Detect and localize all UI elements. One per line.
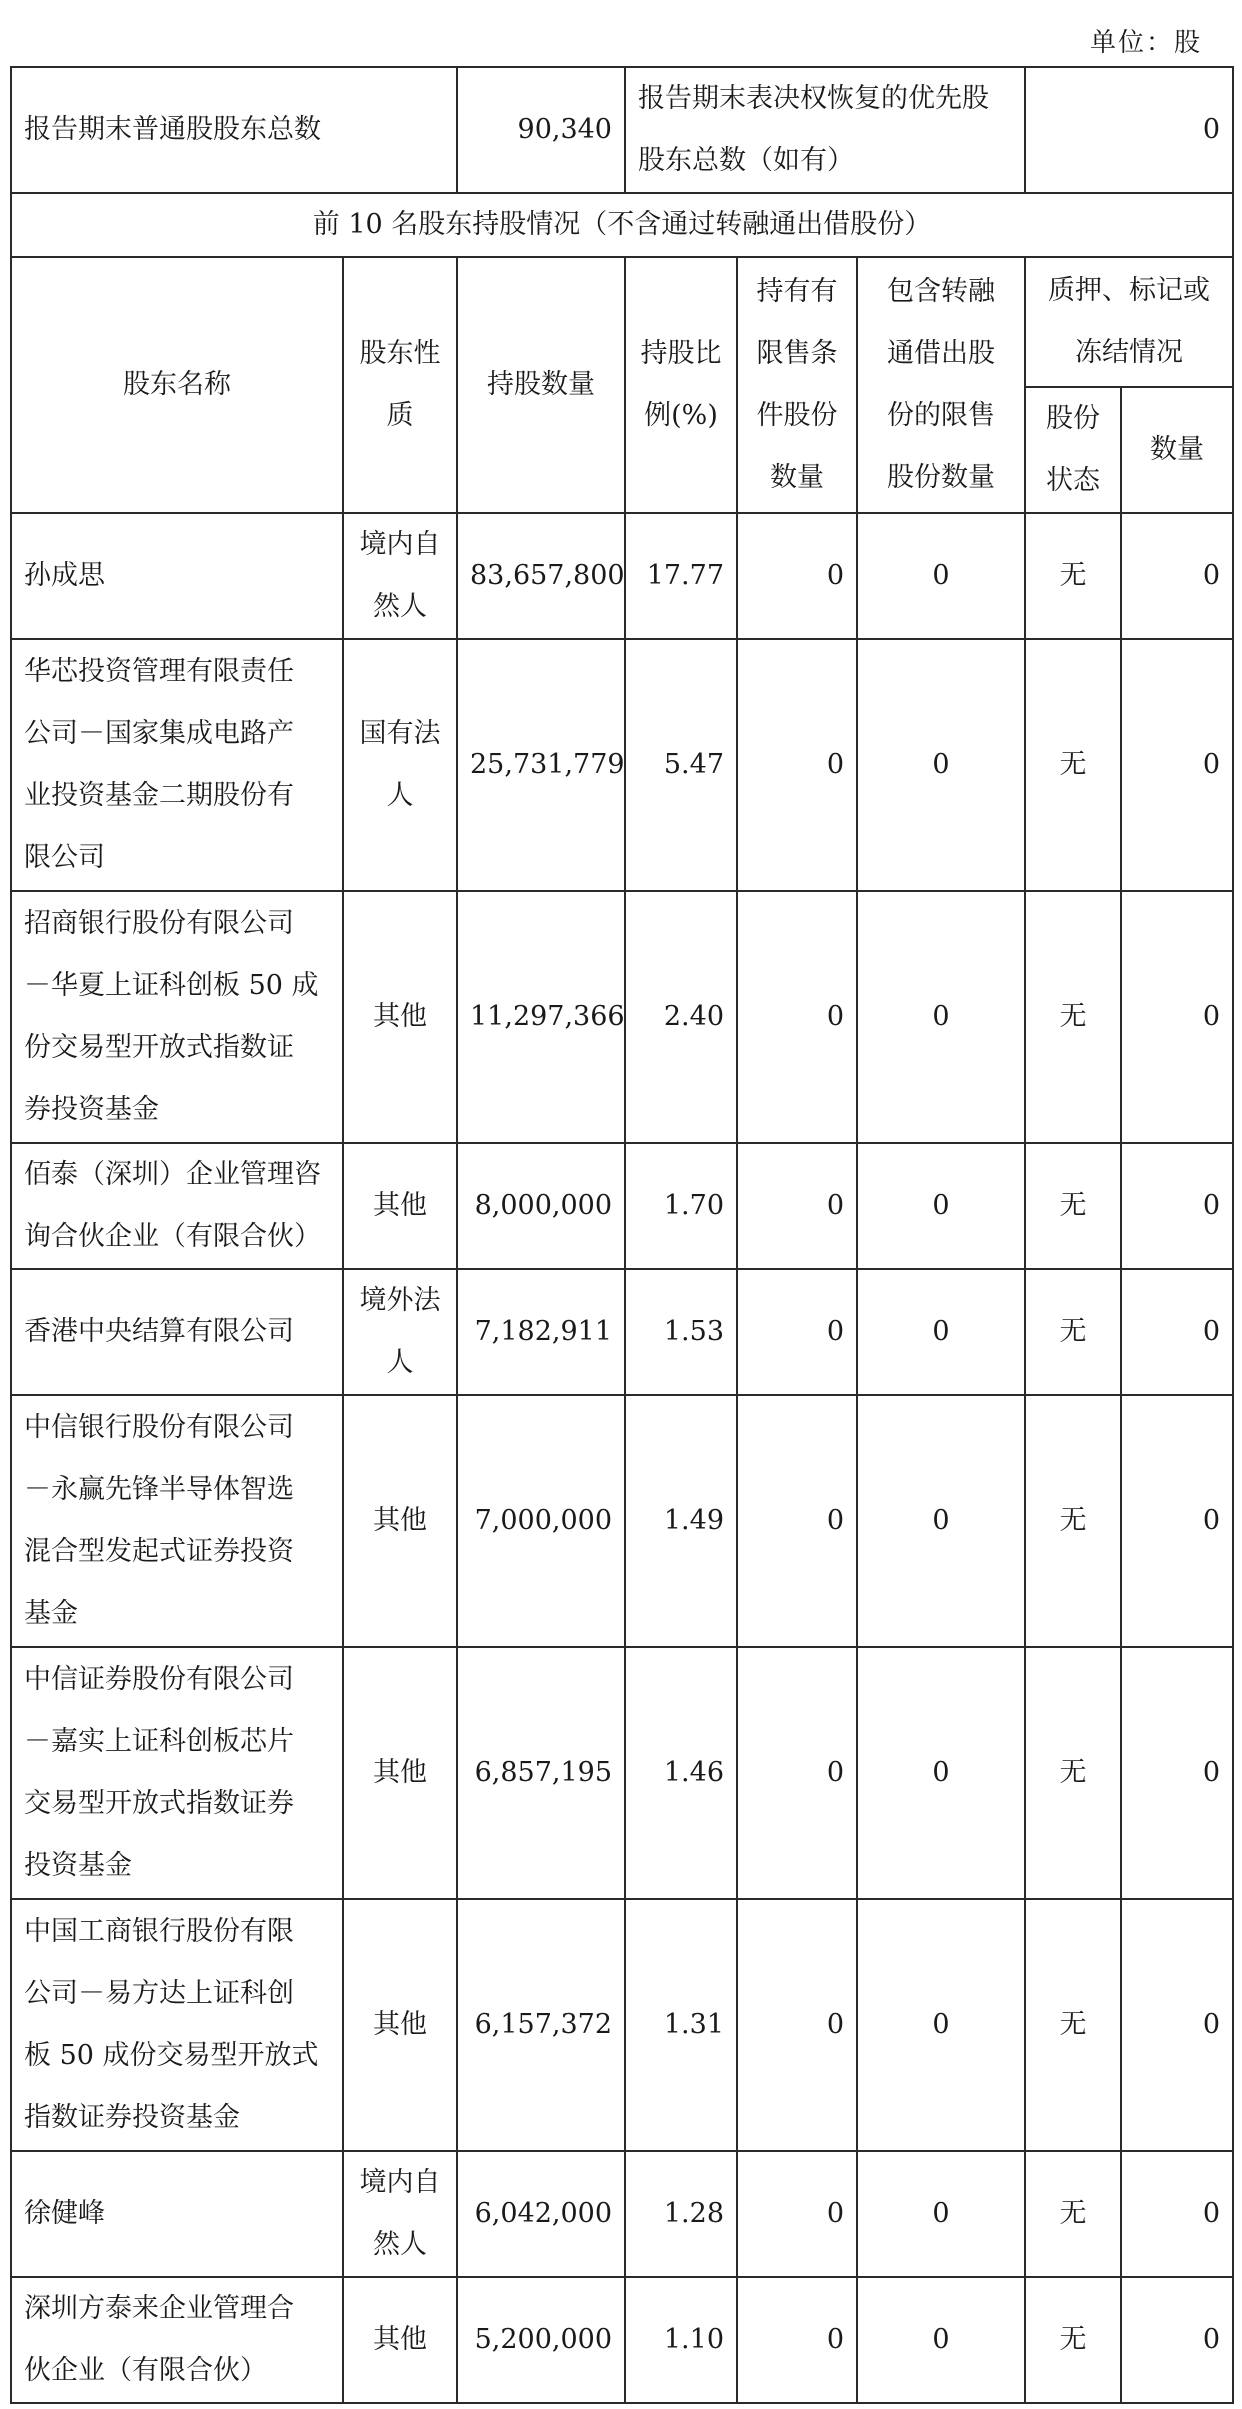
cell-line: 华芯投资管理有限责任 [24,656,294,687]
header-line: 冻结情况 [1075,337,1184,368]
shareholder-nature [343,2277,457,2403]
header-line: 数量 [770,462,824,493]
cell-line: －永赢先锋半导体智选 [24,1474,294,1505]
restricted-shares: 0 [737,1647,857,1899]
lent-restricted-shares: 0 [857,513,1025,639]
header-ratio [625,257,737,513]
cell-line: 询合伙企业（有限合伙） [24,1221,321,1252]
cell-line: 中国工商银行股份有限 [24,1916,294,1947]
holding-ratio: 1.31 [625,1899,737,2151]
table-row [11,639,1233,891]
table-row [11,1143,1233,1269]
cell-line: 公司－易方达上证科创 [24,1978,294,2009]
cell-line: 国有法 [359,718,441,749]
preferred-label-line: 股东总数（如有） [638,145,854,176]
header-line: 质押、标记或 [1048,275,1211,306]
restricted-shares: 0 [737,1899,857,2151]
cell-line: 其他 [373,1001,427,1032]
table-row [11,513,1233,639]
lent-restricted-shares: 0 [857,2151,1025,2277]
header-line: 持有有 [756,276,838,307]
header-line: 质 [386,400,414,431]
cell-line: 公司－国家集成电路产 [24,718,294,749]
cell-line: 交易型开放式指数证券 [24,1788,294,1819]
shareholder-nature [343,513,457,639]
cell-line: 人 [386,780,414,811]
pledge-quantity: 0 [1121,639,1233,891]
pledge-quantity: 0 [1121,1899,1233,2151]
shares-held: 83,657,800 [457,513,625,639]
cell-line: 然人 [373,591,427,622]
table-row [11,1395,1233,1647]
lent-restricted-shares: 0 [857,2277,1025,2403]
pledge-quantity: 0 [1121,1143,1233,1269]
shareholder-name [11,513,343,639]
shares-held: 8,000,000 [457,1143,625,1269]
holding-ratio: 1.49 [625,1395,737,1647]
cell-line: 混合型发起式证券投资 [24,1536,294,1567]
pledge-status: 无 [1025,1395,1121,1647]
restricted-shares: 0 [737,513,857,639]
preferred-holders-label [625,67,1025,193]
cell-line: 中信证券股份有限公司 [24,1664,294,1695]
header-line: 限售条 [756,338,838,369]
header-line: 股份数量 [887,462,996,493]
shareholder-table [10,66,1234,2404]
cell-line: 投资基金 [24,1850,132,1881]
header-row-1 [11,257,1233,387]
shareholder-name [11,1269,343,1395]
shareholder-name [11,1395,343,1647]
cell-line: 指数证券投资基金 [24,2102,240,2133]
table-row [11,1647,1233,1899]
restricted-shares: 0 [737,2151,857,2277]
pledge-quantity: 0 [1121,2151,1233,2277]
header-lent [857,257,1025,513]
cell-line: －嘉实上证科创板芯片 [24,1726,294,1757]
header-line: 股份 [1046,403,1101,434]
shareholder-nature [343,1899,457,2151]
cell-line: 其他 [373,1190,427,1221]
cell-line: 深圳方泰来企业管理合 [24,2293,294,2324]
shares-held: 5,200,000 [457,2277,625,2403]
restricted-shares: 0 [737,1269,857,1395]
header-line: 包含转融 [887,276,996,307]
holding-ratio: 17.77 [625,513,737,639]
header-line: 持股比 [640,338,722,369]
cell-line: 伙企业（有限合伙） [24,2355,267,2386]
pledge-quantity: 0 [1121,1395,1233,1647]
header-line: 股东性 [359,338,441,369]
shareholder-nature [343,2151,457,2277]
pledge-status: 无 [1025,1899,1121,2151]
pledge-status: 无 [1025,1647,1121,1899]
shareholder-name [11,1899,343,2151]
pledge-status: 无 [1025,891,1121,1143]
shareholder-nature [343,1269,457,1395]
header-line: 份的限售 [887,400,996,431]
shareholder-nature [343,1395,457,1647]
header-line: 例(%) [644,400,718,431]
cell-line: 份交易型开放式指数证 [24,1032,294,1063]
cell-line: 徐健峰 [24,2198,105,2229]
holding-ratio: 1.46 [625,1647,737,1899]
header-pledge [1025,257,1233,387]
holding-ratio: 5.47 [625,639,737,891]
restricted-shares: 0 [737,1143,857,1269]
header-line: 通借出股 [887,338,996,369]
section-title-row [11,193,1233,257]
cell-line: 其他 [373,2324,427,2355]
shareholder-name [11,1647,343,1899]
shareholder-name [11,891,343,1143]
shareholder-nature [343,1647,457,1899]
cell-line: 券投资基金 [24,1094,159,1125]
table-row [11,2277,1233,2403]
pledge-quantity: 0 [1121,1269,1233,1395]
cell-line: 佰泰（深圳）企业管理咨 [24,1159,321,1190]
table-row [11,1269,1233,1395]
table-row [11,891,1233,1143]
holding-ratio: 1.53 [625,1269,737,1395]
holding-ratio: 1.70 [625,1143,737,1269]
section-title: 前 10 名股东持股情况（不含通过转融通出借股份） [11,193,1233,257]
header-shares: 持股数量 [457,257,625,513]
cell-line: 孙成思 [24,560,105,591]
shareholder-name [11,2277,343,2403]
cell-line: 然人 [373,2229,427,2260]
shareholder-rows [11,513,1233,2403]
shares-held: 7,000,000 [457,1395,625,1647]
cell-line: 板 50 成份交易型开放式 [24,2040,319,2071]
cell-line: 限公司 [24,842,105,873]
cell-line: 其他 [373,2009,427,2040]
unit-label: 单位：股 [1089,28,1202,58]
pledge-quantity: 0 [1121,2277,1233,2403]
pledge-quantity: 0 [1121,891,1233,1143]
cell-line: 境内自 [359,2167,441,2198]
holding-ratio: 1.10 [625,2277,737,2403]
holding-ratio: 1.28 [625,2151,737,2277]
header-line: 状态 [1046,465,1101,496]
cell-line: 其他 [373,1505,427,1536]
cell-line: 其他 [373,1757,427,1788]
lent-restricted-shares: 0 [857,639,1025,891]
restricted-shares: 0 [737,1395,857,1647]
lent-restricted-shares: 0 [857,891,1025,1143]
shares-held: 6,042,000 [457,2151,625,2277]
restricted-shares: 0 [737,639,857,891]
lent-restricted-shares: 0 [857,1395,1025,1647]
cell-line: －华夏上证科创板 50 成 [24,970,319,1001]
common-holders-label: 报告期末普通股股东总数 [11,67,457,193]
shares-held: 6,857,195 [457,1647,625,1899]
cell-line: 境内自 [359,529,441,560]
preferred-holders-value: 0 [1025,67,1233,193]
table-row [11,2151,1233,2277]
cell-line: 基金 [24,1598,78,1629]
header-line: 件股份 [756,400,838,431]
shares-held: 25,731,779 [457,639,625,891]
pledge-quantity: 0 [1121,513,1233,639]
pledge-status: 无 [1025,639,1121,891]
cell-line: 人 [386,1347,414,1378]
cell-line: 香港中央结算有限公司 [24,1316,294,1347]
pledge-status: 无 [1025,513,1121,639]
restricted-shares: 0 [737,2277,857,2403]
pledge-status: 无 [1025,2277,1121,2403]
shares-held: 11,297,366 [457,891,625,1143]
pledge-status: 无 [1025,1269,1121,1395]
holding-ratio: 2.40 [625,891,737,1143]
preferred-label-line: 报告期末表决权恢复的优先股 [638,83,989,114]
pledge-status: 无 [1025,2151,1121,2277]
common-holders-value: 90,340 [457,67,625,193]
summary-row [11,67,1233,193]
header-nature [343,257,457,513]
cell-line: 境外法 [359,1285,441,1316]
shareholder-name [11,639,343,891]
table-row [11,1899,1233,2151]
lent-restricted-shares: 0 [857,1269,1025,1395]
lent-restricted-shares: 0 [857,1899,1025,2151]
cell-line: 业投资基金二期股份有 [24,780,294,811]
shares-held: 7,182,911 [457,1269,625,1395]
lent-restricted-shares: 0 [857,1143,1025,1269]
shareholder-name [11,2151,343,2277]
pledge-status: 无 [1025,1143,1121,1269]
shareholder-nature [343,639,457,891]
lent-restricted-shares: 0 [857,1647,1025,1899]
shares-held: 6,157,372 [457,1899,625,2151]
header-pledge-status [1025,387,1121,513]
restricted-shares: 0 [737,891,857,1143]
shareholder-nature [343,891,457,1143]
cell-line: 招商银行股份有限公司 [24,908,294,939]
header-name: 股东名称 [11,257,343,513]
cell-line: 中信银行股份有限公司 [24,1412,294,1443]
pledge-quantity: 0 [1121,1647,1233,1899]
shareholder-name [11,1143,343,1269]
header-restricted [737,257,857,513]
shareholder-nature [343,1143,457,1269]
header-pledge-qty: 数量 [1121,387,1233,513]
